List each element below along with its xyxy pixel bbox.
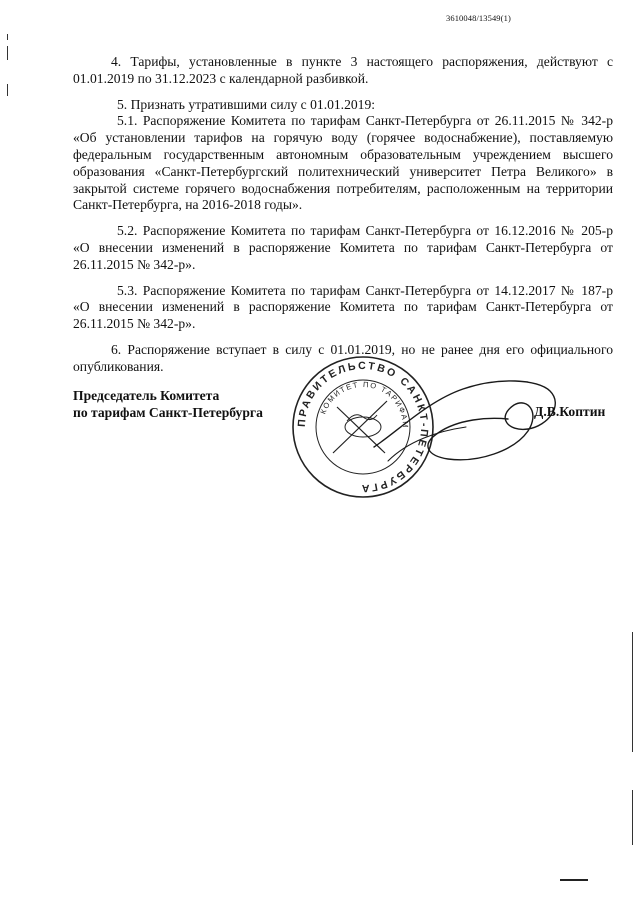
paragraph-5-1: 5.1. Распоряжение Комитета по тарифам Санкт-Петербурга от 26.11.2015 № 342-р «Об установлении тарифов на горячую воду (горячее водоснабжение), поставляемую федеральным государственным автономным образовательным учреждением высшего образования «Санкт-Петербургский политехнический университет Петра Великого» в закрытой системе горячего водоснабжения потребителям, расположенным на территории Санкт-Петербурга, на 2016-2018 годы». [73, 113, 613, 213]
document-id: 3610048/13549(1) [446, 13, 511, 23]
paragraph-5-3: 5.3. Распоряжение Комитета по тарифам Санкт-Петербурга от 14.12.2017 № 187-р «О внесении изменений в распоряжение Комитета по тарифам Санкт-Петербурга от 26.11.2015 № 342-р». [73, 282, 613, 332]
signatory-title-line2: по тарифам Санкт-Петербурга [73, 405, 263, 420]
svg-text:КОМИТЕТ ПО ТАРИФАМ: КОМИТЕТ ПО ТАРИФАМ [318, 379, 411, 430]
scan-margin-mark [7, 46, 8, 60]
scan-margin-mark [7, 34, 8, 40]
signature-block [73, 359, 613, 495]
signatory-title [73, 387, 263, 421]
signatory-name: Д.В.Коптин [534, 404, 606, 419]
document-body [73, 54, 613, 385]
scan-margin-mark [7, 84, 8, 96]
paragraph-5: 5. Признать утратившими силу с 01.01.2019: [117, 96, 376, 112]
signatory-title-line1: Председатель Комитета [73, 388, 220, 403]
paragraph-5-2: 5.2. Распоряжение Комитета по тарифам Санкт-Петербурга от 16.12.2016 № 205-р «О внесении изменений в распоряжение Комитета по тарифам Санкт-Петербурга от 26.11.2015 № 342-р». [73, 223, 613, 272]
paragraph-6: 6. Распоряжение вступает в силу с 01.01.2019, но не ранее дня его официального опубликования. [73, 341, 613, 374]
scan-bottom-mark [560, 879, 588, 881]
paragraph-4: 4. Тарифы, установленные в пункте 3 настоящего распоряжения, действуют с 01.01.2019 по 31.12.2023 с календарной разбивкой. [73, 54, 613, 86]
scan-margin-mark [632, 632, 633, 752]
svg-text:ПРАВИТЕЛЬСТВО САНКТ-ПЕТЕРБУРГА: ПРАВИТЕЛЬСТВО САНКТ-ПЕТЕРБУРГА [295, 359, 431, 495]
scan-margin-mark [632, 790, 633, 845]
handwritten-signature-icon [368, 371, 568, 481]
